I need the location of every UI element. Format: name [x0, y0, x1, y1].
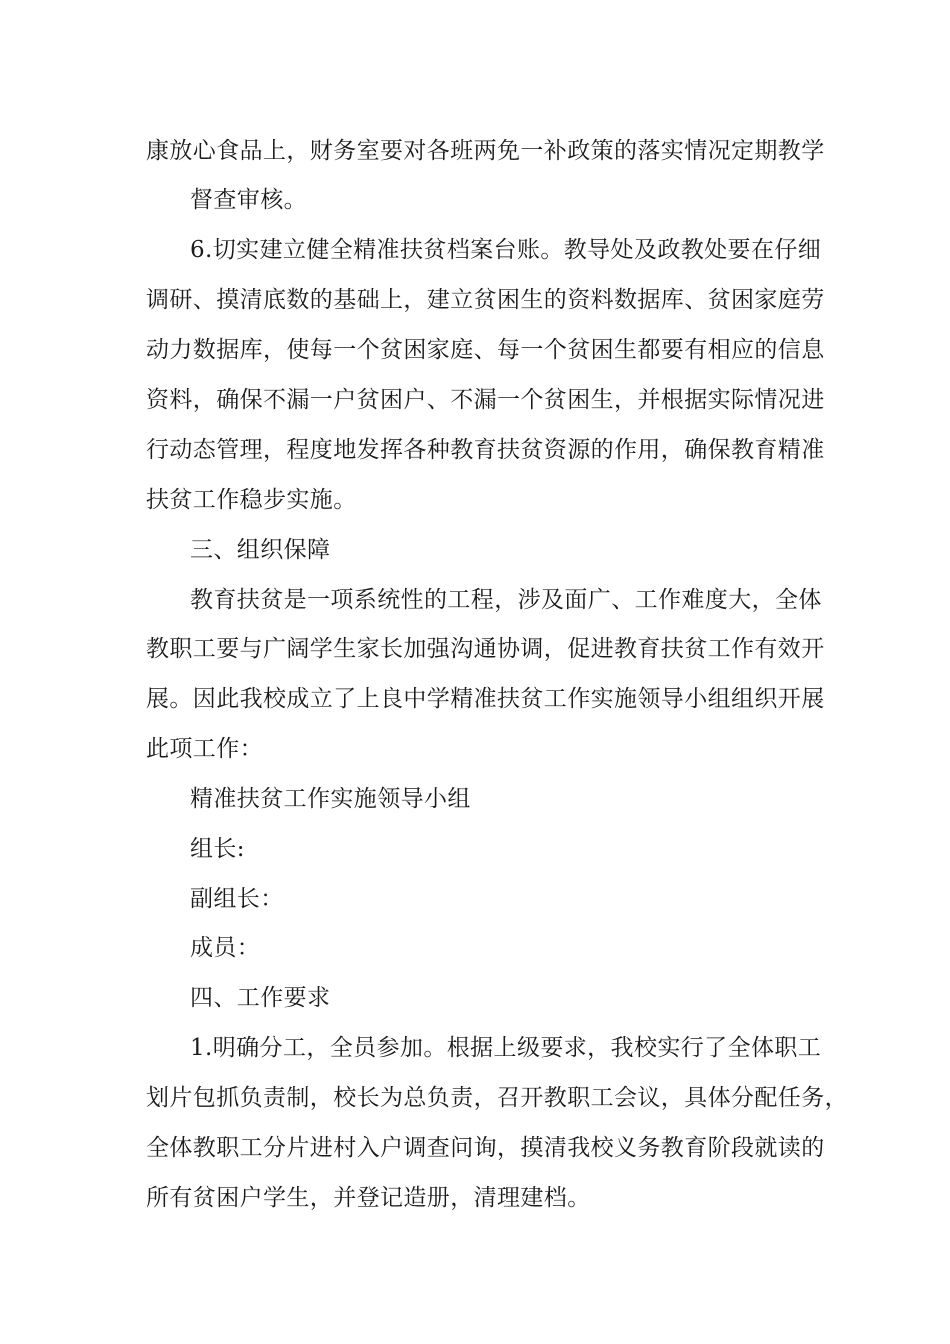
text-line: 调研、摸清底数的基础上，建立贫困生的资料数据库、贫困家庭劳 — [146, 287, 825, 313]
text-line: 6.切实建立健全精准扶贫档案台账。教导处及政教处要在仔细 — [190, 237, 822, 263]
section-heading: 三、组织保障 — [190, 537, 331, 563]
text-line: 展。因此我校成立了上良中学精准扶贫工作实施领导小组组织开展 — [146, 686, 825, 712]
text-line: 全体教职工分片进村入户调查问询，摸清我校义务教育阶段就读的 — [146, 1135, 825, 1161]
text-line: 动力数据库，使每一个贫困家庭、每一个贫困生都要有相应的信息 — [146, 337, 825, 363]
text-line: 所有贫困户学生，并登记造册，清理建档。 — [146, 1185, 591, 1211]
text-line: 扶贫工作稳步实施。 — [146, 487, 357, 513]
text-line: 1.明确分工，全员参加。根据上级要求，我校实行了全体职工 — [190, 1035, 822, 1061]
text-line: 督查审核。 — [190, 187, 307, 213]
text-line: 行动态管理，程度地发挥各种教育扶贫资源的作用，确保教育精准 — [146, 437, 825, 463]
text-line: 资料，确保不漏一户贫困户、不漏一个贫困生，并根据实际情况进 — [146, 387, 825, 413]
text-line: 成员： — [190, 935, 261, 961]
text-line: 此项工作： — [146, 736, 263, 762]
text-line: 教育扶贫是一项系统性的工程，涉及面广、工作难度大，全体 — [190, 587, 822, 613]
text-line: 划片包抓负责制，校长为总负责，召开教职工会议，具体分配任务， — [146, 1085, 848, 1111]
text-line: 副组长： — [190, 886, 284, 912]
text-line: 教职工要与广阔学生家长加强沟通协调，促进教育扶贫工作有效开 — [146, 636, 825, 662]
text-line: 组长: — [190, 836, 245, 862]
text-line: 精准扶贫工作实施领导小组 — [190, 786, 471, 812]
section-heading: 四、工作要求 — [190, 985, 331, 1011]
text-line: 康放心食品上，财务室要对各班两免一补政策的落实情况定期教学 — [146, 138, 825, 164]
